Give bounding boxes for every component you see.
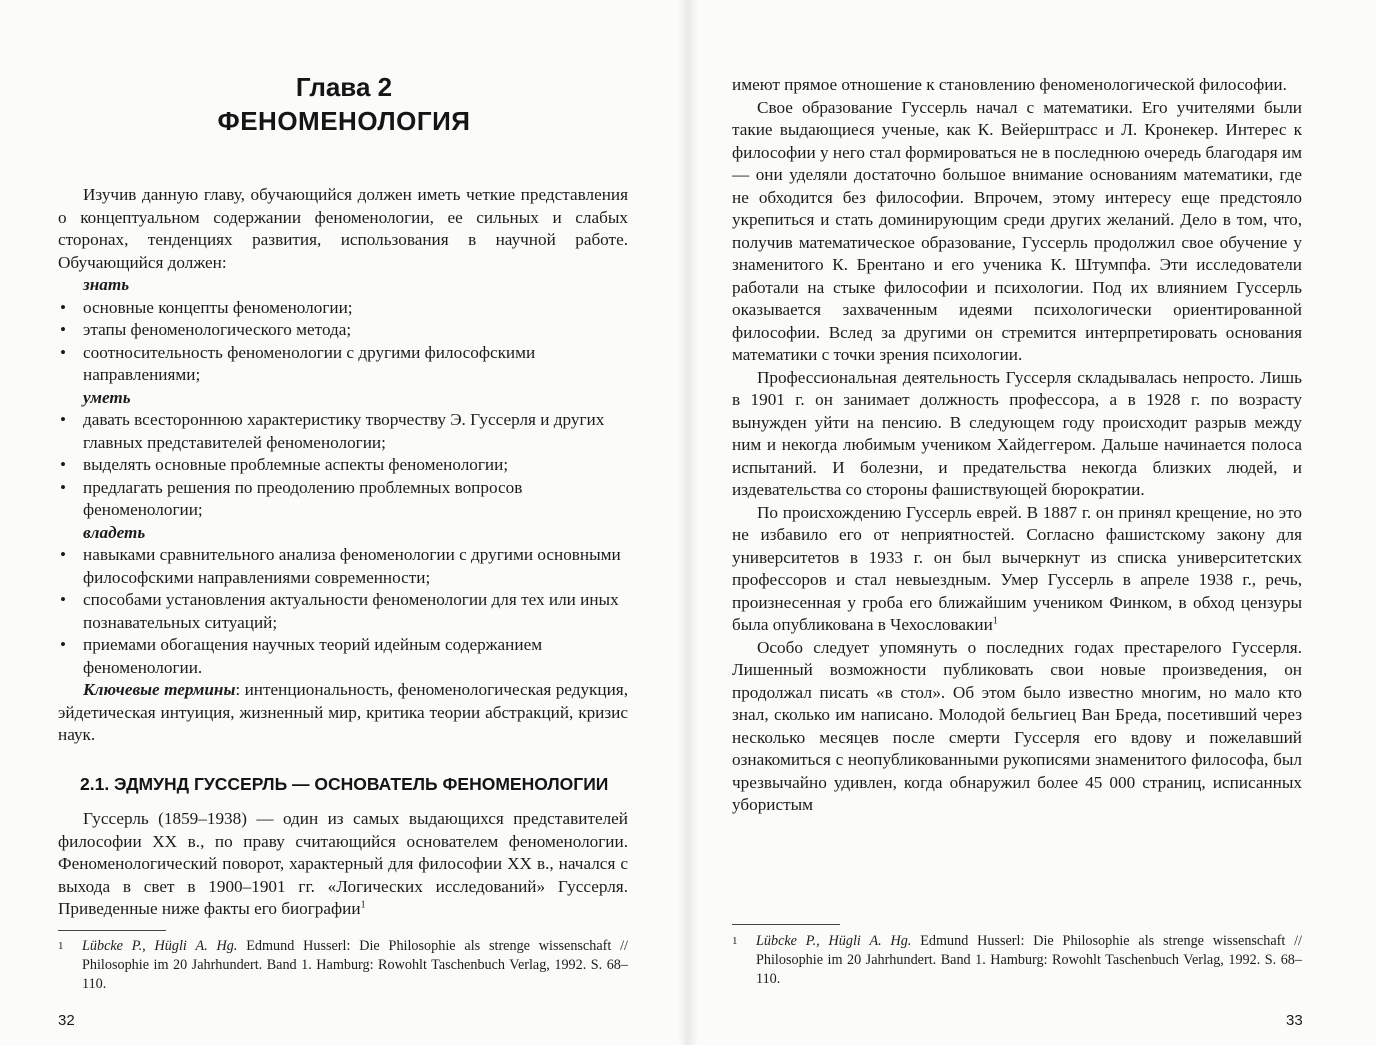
key-terms-label: Ключевые термины — [83, 680, 236, 699]
footnote-ref: 1 — [992, 615, 998, 627]
footnote-mark: 1 — [732, 935, 738, 947]
list-item: • соотносительность феноменологии с другими философскими направлениями; — [60, 342, 536, 384]
list-item: • способами установления актуальности феноменологии для тех или иных познавательных ситуаций; — [60, 590, 619, 632]
paragraph-education: Свое образование Гуссерль начал с математики. Его учителями были такие выдающиеся ученые, как К. Вейерштрасс и Л. Кронекер. Интерес к философии у него стал формироваться не в последнюю очередь благодаря им — они уделяли достаточно большое внимание основаниям математики, где не обходится без философии. Впрочем, этому интересу еще предстояло укрепиться и стать доминирующим среди других желаний. Дело в том, что, получив математическое образование, Гуссерль продолжил свое обучение у знаменитого К. Брентано и его ученика К. Штумпфа. Эти исследователи работали на стыке философии и психологии. Под их влиянием Гуссерль оказывается захваченным идеями психологически ориентированной философии. Вслед за другими он стремится интерпретировать основания математики с точки зрения психологии. — [732, 97, 1302, 364]
know-list — [58, 297, 628, 387]
footnote-authors: Lübcke P., Hügli A. Hg. — [82, 938, 238, 954]
page-number-right: 33 — [1286, 1012, 1303, 1029]
footnote-text: Edmund Husserl: Die Philosophie als strenge wissenschaft // Philosophie im 20 Jahrhundert. Band 1. Hamburg: Rowohlt Taschenbuch Verlag, 1992. S. 68–110. — [82, 938, 628, 992]
chapter-name: ФЕНОМЕНОЛОГИЯ — [217, 106, 471, 136]
list-item: • выделять основные проблемные аспекты феноменологии; — [60, 455, 509, 474]
footnote-divider — [732, 924, 840, 925]
section-body — [58, 808, 628, 921]
paragraph-origin: По происхождению Гуссерль еврей. В 1887 г. он принял крещение, но это не избавило его от неприятностей. Согласно фашистскому закону для университетов в 1933 г. он был вычеркнут из списка университетских профессоров и стал невыездным. Умер Гуссерль в апреле 1938 г., речь, произнесенная у гроба его ближайшим учеником Финком, в обход цензуры была опубликована в Чехословакии$^1$ — [732, 502, 1302, 634]
objectives-lead: Изучив данную главу, обучающийся должен иметь четкие представления о концептуальном содержании феноменологии, ее сильных и слабых сторонах, тенденциях развития, использования в научной работе. Обучающийся должен: — [58, 185, 628, 272]
can-label: уметь — [83, 387, 131, 407]
footnote-right — [732, 932, 1302, 989]
right-page-text — [732, 74, 1302, 817]
footnote-authors: Lübcke P., Hügli A. Hg. — [756, 933, 912, 949]
section-heading: 2.1. ЭДМУНД ГУССЕРЛЬ — ОСНОВАТЕЛЬ ФЕНОМЕНОЛОГИИ — [80, 774, 609, 794]
paragraph-career: Профессиональная деятельность Гуссерля складывалась непросто. Лишь в 1901 г. он занимает должность профессора, а в 1928 г. по возрасту вынужден уйти на пенсию. В следующем году происходит разрыв между ним и некогда любимым учеником Хайдеггером. Дальше начинается полоса испытаний. И болезни, и предательства некогда близких людей, и издевательства со стороны фашиствующей бюрократии. — [732, 367, 1302, 499]
section-paragraph: Гуссерль (1859–1938) — один из самых выдающихся представителей философии XX в., по праву считающийся основателем феноменологии. Феноменологический поворот, характерный для философии XX в., начался с выхода в свет в 1900–1901 гг. «Логических исследований» Гуссерля. Приведенные ниже факты его биографии$^1$ — [58, 809, 628, 918]
key-terms-text: : интенциональность, феноменологическая редукция, эйдетическая интуиция, жизненный мир, критика теории абстракций, кризис наук. — [58, 680, 628, 744]
footnote-mark: 1 — [58, 940, 64, 952]
list-item: • приемами обогащения научных теорий идейным содержанием феноменологии. — [60, 635, 543, 677]
list-item: • предлагать решения по преодолению проблемных вопросов феноменологии; — [60, 477, 523, 519]
chapter-objectives — [58, 184, 628, 747]
continued-paragraph: имеют прямое отношение к становлению феноменологической философии. — [732, 75, 1287, 94]
footnote-text: Edmund Husserl: Die Philosophie als strenge wissenschaft // Philosophie im 20 Jahrhundert. Band 1. Hamburg: Rowohlt Taschenbuch Verlag, 1992. S. 68–110. — [756, 933, 1302, 987]
paragraph-last-years: Особо следует упомянуть о последних годах престарелого Гуссерля. Лишенный возможности публиковать свои новые произведения, он продолжал писать «в стол». Об этом было известно многим, но мало кто знал, сколько им написано. Молодой бельгиец Ван Бреда, посетивший через несколько месяцев после смерти Гуссерля его вдову и пожелавший ознакомиться с неопубликованными рукописями знаменитого философа, был чрезвычайно удивлен, когда обнаружил более 45 000 страниц, исписанных убористым — [732, 637, 1302, 814]
footnote-left — [58, 937, 628, 994]
footnote-ref: 1 — [360, 899, 366, 911]
know-label: знать — [83, 275, 130, 294]
list-item: • основные концепты феноменологии; — [60, 297, 353, 317]
key-terms — [58, 679, 628, 747]
master-label: владеть — [83, 522, 146, 542]
can-list — [58, 409, 628, 522]
chapter-number: Глава 2 — [295, 72, 393, 102]
master-list — [58, 544, 628, 679]
page-number-left: 32 — [58, 1012, 75, 1029]
list-item: • давать всестороннюю характеристику творчеству Э. Гуссерля и других главных представителей феноменологии; — [60, 410, 605, 452]
list-item: • навыками сравнительного анализа феноменологии с другими основными философскими направлениями современности; — [60, 545, 621, 587]
footnote-divider — [58, 930, 166, 931]
chapter-title — [0, 70, 688, 138]
list-item: • этапы феноменологического метода; — [60, 320, 352, 339]
